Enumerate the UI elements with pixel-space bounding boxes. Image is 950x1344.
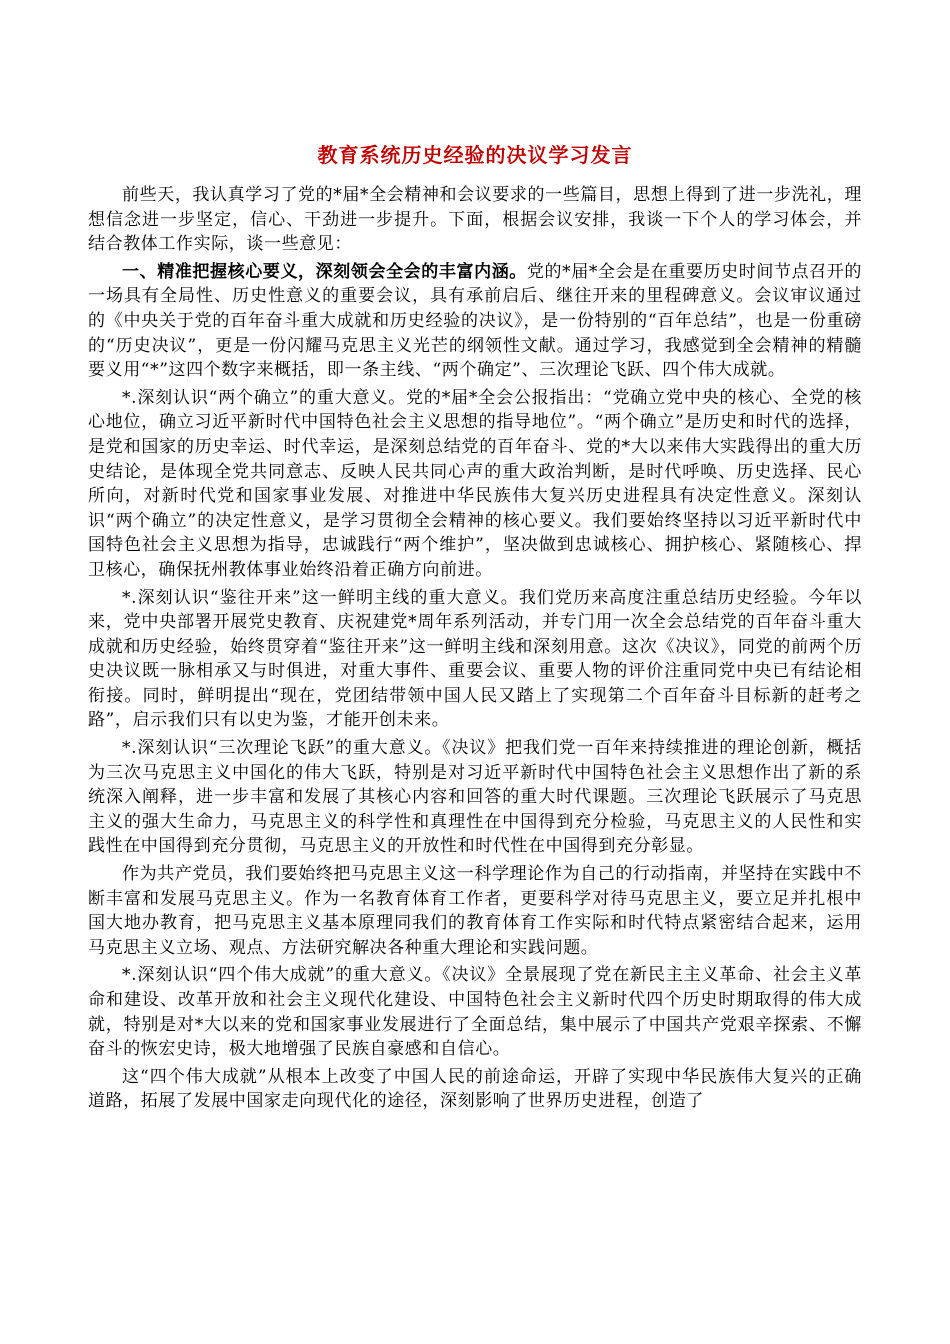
body-paragraph-two-establishments xyxy=(88,386,862,583)
paragraph-text: 党的*届*全会是在重要历史时间节点召开的一场具有全局性、历史性意义的重要会议，具有承前启后、继往开来的里程碑意义。会议审议通过的《中央关于党的百年奋斗重大成就和历史经验的决议》，是一份特别的“百年总结”，也是一份重磅的“历史决议”，更是一份闪耀马克思主义光芒的纲领性文献。通过学习，我感觉到全会精神的精髓要义用“*”这四个数字来概括，即一条主线、“两个确定”、三次理论飞跃、四个伟大成就。 xyxy=(88,261,862,381)
paragraph-text: 作为共产党员，我们要始终把马克思主义这一科学理论作为自己的行动指南，并坚持在实践中不断丰富和发展马克思主义。作为一名教育体育工作者，更要科学对待马克思主义，要立足并扎根中国大地办教育，把马克思主义基本原理同我们的教育体育工作实际和时代特点紧密结合起来，运用马克思主义立场、观点、方法研究解决各种重大理论和实践问题。 xyxy=(88,864,862,958)
paragraph-text: 这“四个伟大成就”从根本上改变了中国人民的前途命运，开辟了实现中华民族伟大复兴的正确道路，拓展了发展中国家走向现代化的途径，深刻影响了世界历史进程，创造了 xyxy=(88,1066,862,1112)
paragraph-text: *.深刻认识“四个伟大成就”的重大意义。《决议》全景展现了党在新民主主义革命、社会主义革命和建设、改革开放和社会主义现代化建设、中国特色社会主义新时代四个历史时期取得的伟大成就，特别是对*大以来的党和国家事业发展进行了全面总结，集中展示了中国共产党艰辛探索、不懈奋斗的恢宏史诗，极大地增强了民族自豪感和自信心。 xyxy=(88,965,862,1060)
paragraph-text: 前些天，我认真学习了党的*届*全会精神和会议要求的一些篇目，思想上得到了进一步洗礼，理想信念进一步坚定，信心、干劲进一步提升。下面，根据会议安排，我谈一下个人的学习体会，并结合教体工作实际，谈一些意见： xyxy=(88,185,862,255)
body-paragraph-intro xyxy=(88,183,862,257)
paragraph-text: *.深刻认识“两个确立”的重大意义。党的*届*全会公报指出：“党确立党中央的核心、全党的核心地位，确立习近平新时代中国特色社会主义思想的指导地位”。“两个确立”是历史和时代的选择，是党和国家的历史幸运、时代幸运，是深刻总结党的百年奋斗、党的*大以来伟大实践得出的重大历史结论，是体现全党共同意志、反映人民共同心声的重大政治判断，是时代呼唤、历史选择、民心所向，对新时代党和国家事业发展、对推进中华民族伟大复兴历史进程具有决定性意义。深刻认识“两个确立”的决定性意义，是学习贯彻全会精神的核心要义。我们要始终坚持以习近平新时代中国特色社会主义思想为指导，忠诚践行“两个维护”，坚决做到忠诚核心、拥护核心、紧随核心、捍卫核心，确保抚州教体事业始终沿着正确方向前进。 xyxy=(88,387,862,580)
body-paragraph-achievements-impact xyxy=(88,1065,862,1114)
body-paragraph-main-line xyxy=(88,586,862,734)
paragraph-text: *.深刻认识“三次理论飞跃”的重大意义。《决议》把我们党一百年来持续推进的理论创新，概括为三次马克思主义中国化的伟大飞跃，特别是对习近平新时代中国特色社会主义思想作出了新的系统深入阐释，进一步丰富和发展了其核心内容和回答的重大时代课题。三次理论飞跃展示了马克思主义的强大生命力，马克思主义的科学性和真理性在中国得到充分检验，马克思主义的人民性和实践性在中国得到充分贯彻，马克思主义的开放性和时代性在中国得到充分彰显。 xyxy=(88,738,862,857)
body-paragraph-party-member xyxy=(88,862,862,960)
body-paragraph-three-leaps xyxy=(88,736,862,859)
document-title: 教育系统历史经验的决议学习发言 xyxy=(317,143,633,167)
body-paragraph-section-1 xyxy=(88,260,862,383)
paragraph-text: *.深刻认识“鉴往开来”这一鲜明主线的重大意义。我们党历来高度注重总结历史经验。今年以来，党中央部署开展党史教育、庆祝建党*周年系列活动，并专门用一次全会总结党的百年奋斗重大成就和历史经验，始终贯穿着“鉴往开来”这一鲜明主线和深刻用意。这次《决议》，同党的前两个历史决议既一脉相承又与时俱进，对重大事件、重要会议、重要人物的评价注重同党中央已有结论相衔接。同时，鲜明提出“现在，党团结带领中国人民又踏上了实现第二个百年奋斗目标新的赶考之路”，启示我们只有以史为鉴，才能开创未来。 xyxy=(88,587,862,731)
body-paragraph-four-achievements xyxy=(88,963,862,1061)
section-heading: 一、精准把握核心要义，深刻领会全会的丰富内涵。 xyxy=(122,261,527,282)
document-body xyxy=(88,183,862,1117)
